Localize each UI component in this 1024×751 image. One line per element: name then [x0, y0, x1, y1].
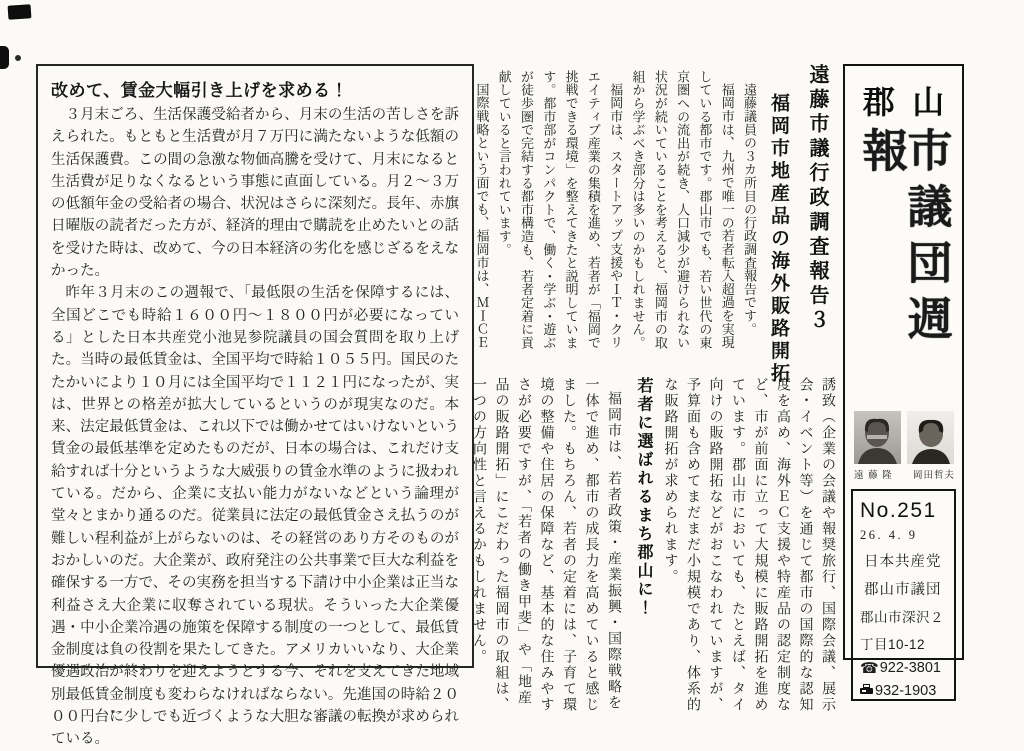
report-paragraph-continued: 誘致（企業の会議や報奨旅行、国際会議、展示会・イベント等）を通じて都市の国際的な認知度を高め、海外ＥＣ支援や特産品の認定制度など、市が前面に立って大規模に販路開拓を進めています。郡山市においても、たとえば、タイ向けの販路開拓などがおこなわれていますが、予算面も含めてまだまだ小規模であり、体系的な販路開拓が求められます。: [663, 377, 837, 713]
member-photo-endo: [854, 411, 901, 464]
wage-article-box: [36, 64, 474, 748]
report-body-lower: [454, 377, 840, 718]
wage-article-body: [51, 104, 459, 751]
publisher-group: 郡山市議団: [864, 582, 942, 598]
scan-artifact-blob: [8, 4, 32, 20]
member-name: 遠 藤 隆: [854, 470, 893, 481]
fax-row: [860, 683, 950, 699]
member-photos: [845, 411, 962, 464]
report-headline: 福岡市地産品の海外販路開拓: [768, 93, 789, 386]
publisher-address-line2: 丁目10-12: [860, 637, 926, 652]
publisher-party: 日本共産党: [864, 554, 942, 570]
issue-number: No.251: [860, 499, 937, 522]
member-name: 岡田哲夫: [912, 470, 955, 481]
masthead-title: 市議団週報: [855, 127, 952, 351]
scan-artifact-edge-mark: [0, 46, 9, 69]
fax-icon: [860, 683, 873, 699]
report-paragraph: 福岡市は、スタートアップ支援やＩＴ・クリエイティブ産業の集積を進め、若者が「福岡で挑戦できる環境」を整えてきたと説明しています。都市部がコンパクトで、働く・学ぶ・遊ぶが徒歩圏で完結する都市構造も、若者定着に貢献していると言われています。: [496, 70, 624, 350]
issue-contact-box: [851, 489, 956, 701]
report-subheadline: 若者に選ばれるまち郡山に！: [635, 377, 652, 618]
report-headlines: [760, 64, 842, 409]
masthead-region: 郡山: [862, 84, 962, 120]
member-photo-okada: [907, 411, 954, 464]
wage-article-paragraph: ３月末ごろ、生活保護受給者から、月末の生活の苦しさを訴えられた。もともと生活費が月７万円に満たないような低額の生活保護費。この間の急激な物価高騰を受けて、月末になると生活費が足りなくなるという事態に直面している。月２～３万の低額年金の受給者の場合、状況はさらに深刻だ。長年、赤旗日曜版の読者だった方が、経済的理由で購読を止めたいとの話を受けた時は、改めて、今の日本経済の劣化を感じざるをえなかった。: [51, 107, 459, 280]
publisher-address-line1: 郡山市深沢２: [860, 610, 944, 625]
report-kicker: 遠藤市議行政調査報告３: [806, 64, 828, 334]
issue-date: 26. 4. 9: [860, 528, 918, 542]
report-paragraph: 福岡市は、九州で唯一の若者転入超過を実現している都市です。郡山市でも、若い世代の東京圏への流出が続き、人口減少が避けられない状況が続いていることを考えると、福岡市の取組から学ぶべき部分は多いのかもしれません。: [630, 70, 735, 350]
report-paragraph: 遠藤議員の３カ所目の行政調査報告です。: [742, 83, 757, 336]
report-paragraph-closing: 福岡市は、若者政策・産業振興・国際戦略を一体で進め、都市の成長力を高めていると感じました。もちろん、若者の定着には、子育て環境の整備や住居の保障など、基本的な住みやすさが必要ですが、「若者の働き甲斐」や「地産品の販路開拓」にこだわった福岡市の取組は、一つの方向性と言えるかもしれません。: [472, 377, 623, 713]
portrait-silhouette: [854, 411, 901, 464]
member-names: [845, 464, 962, 481]
scan-artifact-dot: [15, 55, 21, 61]
masthead-box: [843, 64, 964, 699]
telephone-row: [860, 659, 950, 677]
fax-number: 932-1903: [875, 683, 937, 699]
wage-article-paragraph: 昨年３月末のこの週報で、「最低限の生活を保障するには、全国どこでも時給１６００円～１８００円が必要になっている」とした日本共産党小池晃参院議員の国会質問を取り上げた。当時の最低賃金は、全国平均で時給１０５５円。国民のたたかいにより１０月には全国平均で１１２１円になったが、実は、世界との格差が拡大しているというのが現実なのだ。本来、法定最低賃金は、これ以下では働かせてはいけないという賃金の最低基準を定めたものだが、日本の場合は、これだけ支給すれば十分というような大威張りの賃金水準のように扱われている。だから、企業に支払い能力がないなどという論理が堂々とまかり通るのだ。従業員に法定の最低賃金さえ払うのが難しい程利益が上がらないのは、その経営のあり方そのものがおかしいのだ。大企業が、政府発注の公共事業で巨大な利益を確保する一方で、その実務を担当する下請け中小企業は正当な利益さえ大企業に収奪されている現状。そういった大企業優遇・中小企業冷遇の施策を保障する制度の一つとして、最低賃金制度は負の役割を果たしてきた。アメリカいいなり、大企業優遇政治が終わりを迎えようとする今、それを支えてきた地域別最低賃金制度も変わらなければならない。先進国の時給２０００円台に少しでも近づくような大胆な審議の転換が求められている。: [51, 285, 459, 748]
portrait-silhouette: [907, 411, 954, 464]
report-paragraph: 国際戦略という面でも、福岡市は、ＭＩＣＥ: [474, 83, 490, 349]
report-body-upper: [466, 70, 760, 353]
wage-article-title: 改めて、賃金大幅引き上げを求める！: [51, 81, 349, 100]
telephone-number: 922-3801: [879, 660, 941, 676]
phone-icon: ☎: [860, 660, 879, 677]
